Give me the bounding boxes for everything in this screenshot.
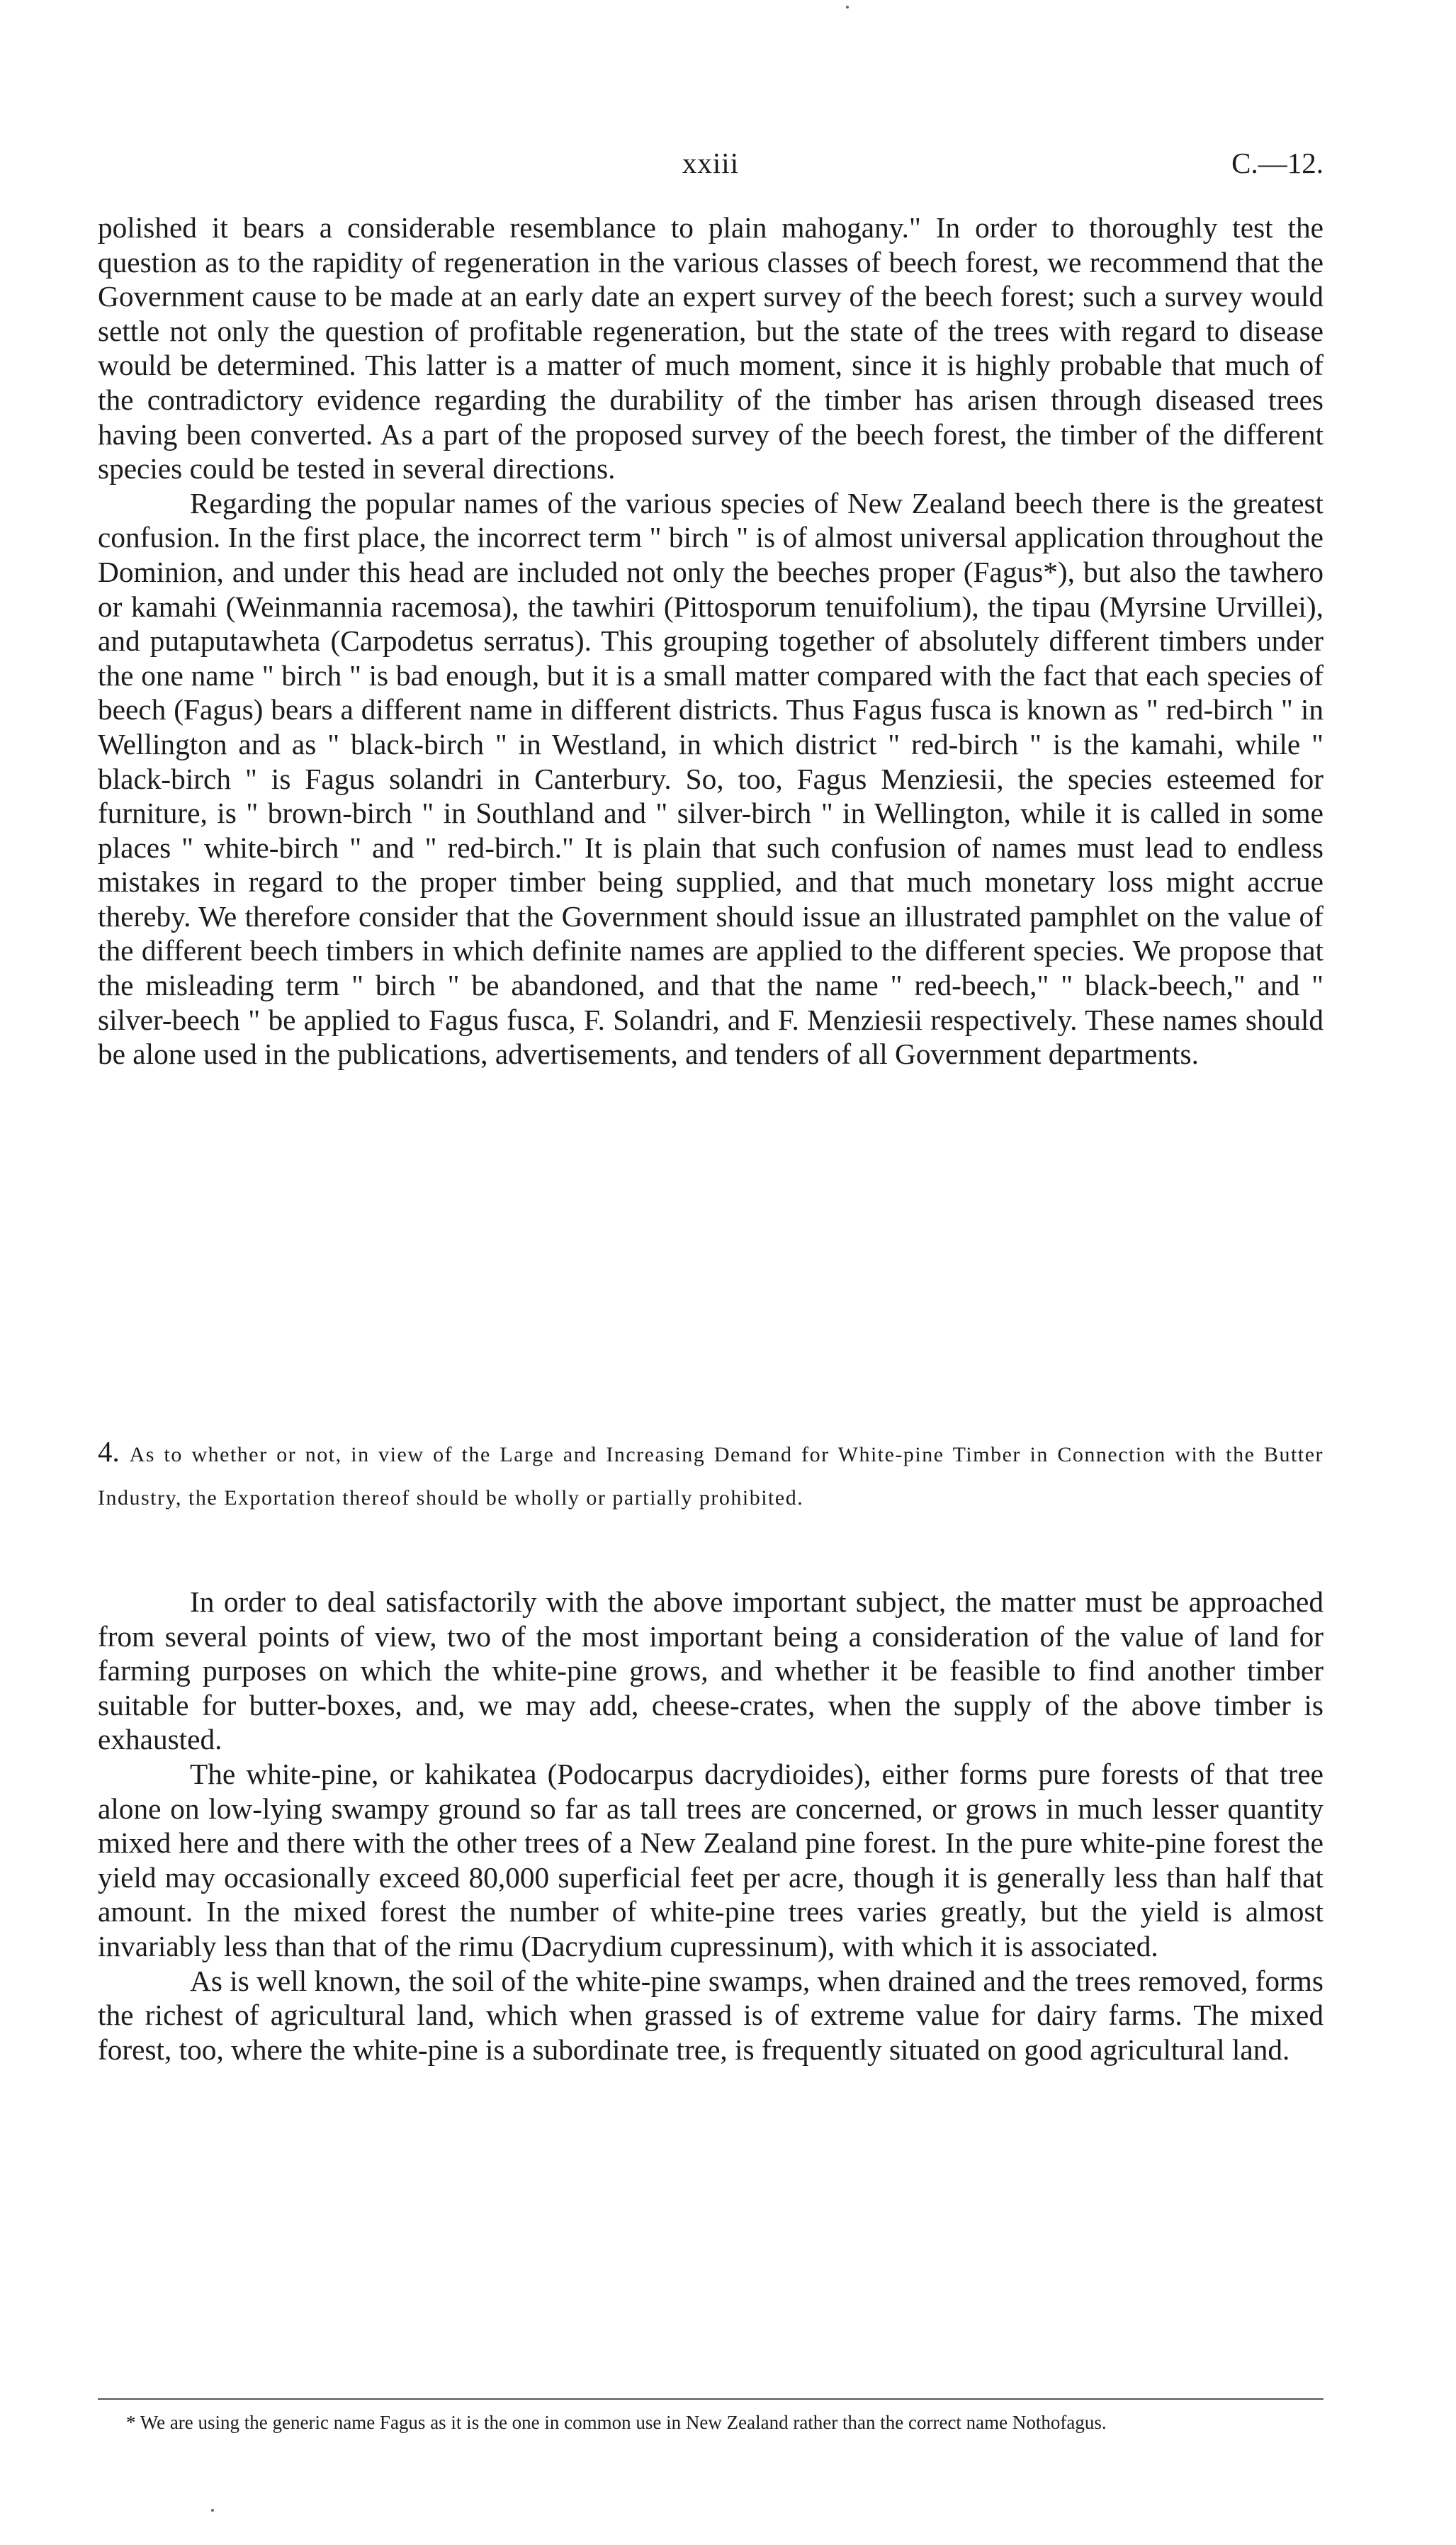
- scan-speck: [211, 2509, 214, 2512]
- paragraph: Regarding the popular names of the various species of New Zealand beech there is the greatest confusion. In the first place, the incorrect term " birch " is of almost universal application throughout the Dominion, and under this head are included not only the beeches proper (Fagus*), but also the tawhero or kamahi (Weinmannia racemosa), the tawhiri (Pittosporum tenuifolium), the tipau (Myrsine Urvillei), and putaputawheta (Carpodetus serratus). This grouping together of absolutely different timbers under the one name " birch " is bad enough, but it is a small matter compared with the fact that each species of beech (Fagus) bears a different name in different districts. Thus Fagus fusca is known as " red-birch " in Wellington and as " black-birch " in Westland, in which district " red-birch " is the kamahi, while " black-birch " is Fagus solandri in Canterbury. So, too, Fagus Menziesii, the species esteemed for furniture, is " brown-birch " in Southland and " silver-birch " in Wellington, while it is called in some places " white-birch " and " red-birch." It is plain that such confusion of names must lead to endless mistakes in regard to the proper timber being supplied, and that much monetary loss might accrue thereby. We therefore consider that the Government should issue an illustrated pamphlet on the value of the different beech timbers in which definite names are applied to the different species. We propose that the misleading term " birch " be abandoned, and that the name " red-beech," " black-beech," and " silver-beech " be applied to Fagus fusca, F. Solandri, and F. Menziesii respectively. These names should be alone used in the publications, advertisements, and tenders of all Government departments.: [98, 486, 1324, 1071]
- section-body-beech: [98, 210, 1324, 1072]
- paragraph: polished it bears a considerable resemblance to plain mahogany." In order to thoroughly test the question as to the rapidity of regeneration in the various classes of beech forest, we recommend that the Government cause to be made at an early date an expert survey of the beech forest; such a survey would settle not only the question of profitable regeneration, but the state of the trees with regard to disease would be determined. This latter is a matter of much moment, since it is highly probable that much of the contradictory evidence regarding the durability of the timber has arisen through diseased trees having been converted. As a part of the proposed survey of the beech forest, the timber of the different species could be tested in several directions.: [98, 211, 1324, 485]
- section-body-white-pine: [98, 1585, 1324, 2067]
- page-header: [98, 146, 1324, 189]
- paragraph: The white-pine, or kahikatea (Podocarpus dacrydioides), either forms pure forests of that tree alone on low-lying swampy ground so far as tall trees are concerned, or grows in much lesser quantity mixed here and there with the other trees of a New Zealand pine forest. In the pure white-pine forest the yield may occasionally exceed 80,000 superficial feet per acre, though it is generally less than half that amount. In the mixed forest the number of white-pine trees varies greatly, but the yield is almost invariably less than that of the rimu (Dacrydium cupressinum), with which it is associated.: [98, 1757, 1324, 1962]
- footnote: [98, 2410, 1324, 2435]
- section-title: As to whether or not, in view of the Large and Increasing Demand for White-pine Timber in Connection with the Butter Industry, the Exportation thereof should be wholly or partially prohibited.: [98, 1443, 1324, 1510]
- footnote-divider: [98, 2398, 1324, 2400]
- footnote-text: * We are using the generic name Fagus as it is the one in common use in New Zealand rather than the correct name Nothofagus.: [126, 2412, 1107, 2433]
- page-number: xxiii: [682, 147, 740, 179]
- paragraph: In order to deal satisfactorily with the above important subject, the matter must be approached from several points of view, two of the most important being a consideration of the value of land for farming purposes on which the white-pine grows, and whether it be feasible to find another timber suitable for butter-boxes, and, we may add, cheese-crates, when the supply of the above timber is exhausted.: [98, 1585, 1324, 1756]
- scan-speck: [846, 6, 849, 9]
- section-number: 4.: [98, 1435, 120, 1468]
- section-heading-white-pine: [98, 1432, 1324, 1518]
- paper-reference: C.—12.: [1231, 147, 1324, 179]
- paragraph: As is well known, the soil of the white-pine swamps, when drained and the trees removed, forms the richest of agricultural land, which when grassed is of extreme value for dairy farms. The mixed forest, too, where the white-pine is a subordinate tree, is frequently situated on good agricultural land.: [98, 1964, 1324, 2066]
